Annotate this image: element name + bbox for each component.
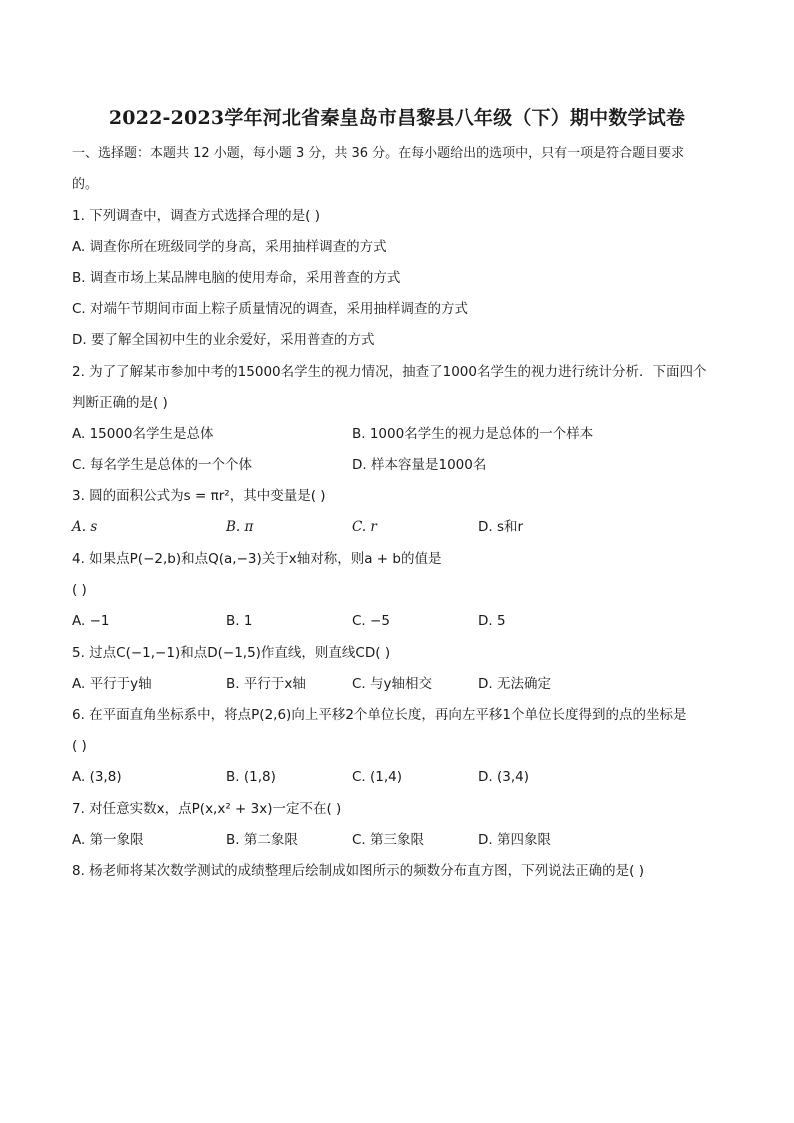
q4-stem-line1: 4. 如果点P(−2,b)和点Q(a,−3)关于x轴对称，则a + b的值是 bbox=[72, 551, 442, 567]
q6-option-a: A. (3,8) bbox=[72, 769, 122, 785]
q5-option-b: B. 平行于x轴 bbox=[226, 676, 306, 692]
q7-stem: 7. 对任意实数x，点P(x,x² + 3x)一定不在( ) bbox=[72, 801, 342, 817]
q3-option-a: A. s bbox=[72, 519, 98, 535]
q4-option-c: C. −5 bbox=[352, 613, 390, 629]
q1-option-a: A. 调查你所在班级同学的身高，采用抽样调查的方式 bbox=[72, 239, 387, 255]
q6-option-b: B. (1,8) bbox=[226, 769, 276, 785]
q4-option-b: B. 1 bbox=[226, 613, 253, 629]
q2-stem-line2: 判断正确的是( ) bbox=[72, 395, 168, 411]
q6-stem-line2: ( ) bbox=[72, 738, 87, 754]
q7-option-b: B. 第二象限 bbox=[226, 832, 298, 848]
q7-option-d: D. 第四象限 bbox=[478, 832, 551, 848]
q5-option-d: D. 无法确定 bbox=[478, 676, 551, 692]
page-title: 2022-2023学年河北省秦皇岛市昌黎县八年级（下）期中数学试卷 bbox=[108, 107, 686, 129]
q6-option-c: C. (1,4) bbox=[352, 769, 403, 785]
q5-option-a: A. 平行于y轴 bbox=[72, 676, 152, 692]
q5-option-c: C. 与y轴相交 bbox=[352, 676, 432, 692]
q4-option-a: A. −1 bbox=[72, 613, 110, 629]
section-instruction-line1: 一、选择题：本题共 12 小题，每小题 3 分，共 36 分。在每小题给出的选项中，只有一项是符合题目要求 bbox=[72, 146, 685, 161]
q7-option-a: A. 第一象限 bbox=[72, 832, 144, 848]
section-instruction-line2: 的。 bbox=[72, 177, 99, 192]
q1-option-d: D. 要了解全国初中生的业余爱好，采用普查的方式 bbox=[72, 332, 375, 348]
q2-stem-line1: 2. 为了了解某市参加中考的15000名学生的视力情况，抽查了1000名学生的视力进行统计分析．下面四个 bbox=[72, 364, 707, 380]
q2-option-a: A. 15000名学生是总体 bbox=[72, 426, 214, 442]
q5-stem: 5. 过点C(−1,−1)和点D(−1,5)作直线，则直线CD( ) bbox=[72, 645, 391, 661]
q3-option-c: C. r bbox=[352, 519, 377, 535]
q1-option-b: B. 调查市场上某品牌电脑的使用寿命，采用普查的方式 bbox=[72, 270, 401, 286]
q3-option-b: B. π bbox=[226, 519, 254, 535]
q4-option-d: D. 5 bbox=[478, 613, 506, 629]
q7-option-c: C. 第三象限 bbox=[352, 832, 425, 848]
q1-option-c: C. 对端午节期间市面上粽子质量情况的调查，采用抽样调查的方式 bbox=[72, 301, 469, 317]
q6-option-d: D. (3,4) bbox=[478, 769, 529, 785]
q8-stem: 8. 杨老师将某次数学测试的成绩整理后绘制成如图所示的频数分布直方图，下列说法正确的是( ) bbox=[72, 863, 644, 879]
q1-stem: 1. 下列调查中，调查方式选择合理的是( ) bbox=[72, 208, 320, 224]
q2-option-c: C. 每名学生是总体的一个个体 bbox=[72, 457, 253, 473]
q4-stem-line2: ( ) bbox=[72, 582, 87, 598]
q2-option-b: B. 1000名学生的视力是总体的一个样本 bbox=[352, 426, 594, 442]
q2-option-d: D. 样本容量是1000名 bbox=[352, 457, 487, 473]
q3-stem: 3. 圆的面积公式为s = πr²，其中变量是( ) bbox=[72, 488, 326, 504]
q6-stem-line1: 6. 在平面直角坐标系中，将点P(2,6)向上平移2个单位长度，再向左平移1个单位长度得到的点的坐标是 bbox=[72, 707, 687, 723]
q3-option-d: D. s和r bbox=[478, 519, 524, 535]
